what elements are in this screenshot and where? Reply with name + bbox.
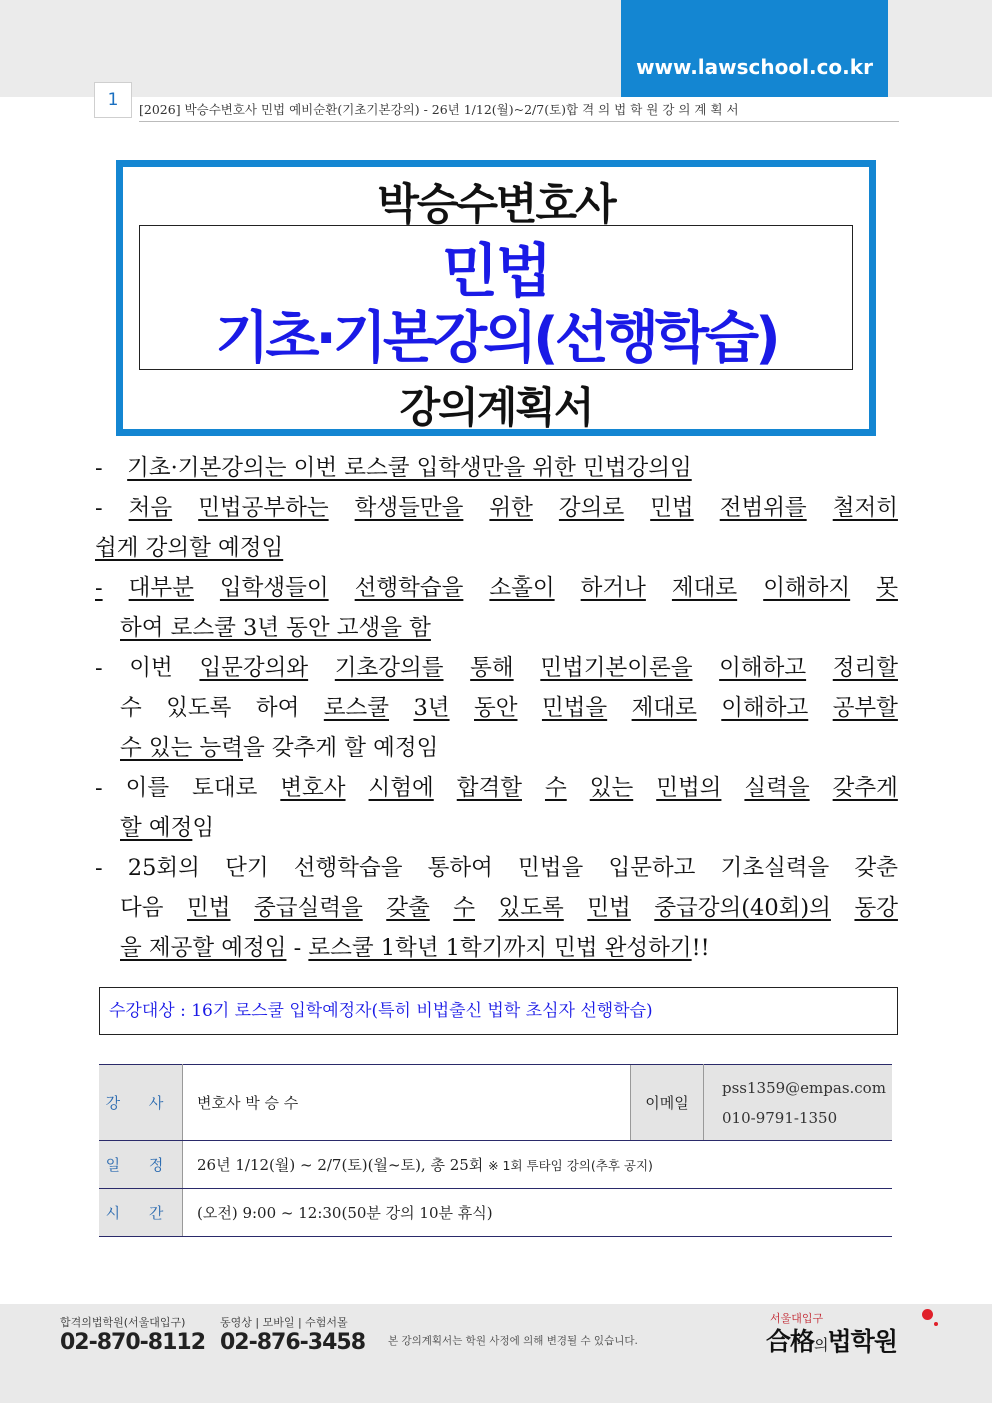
word: 민법의 — [656, 775, 722, 801]
word: 중급실력을 — [254, 895, 363, 921]
word: 갖추게 — [832, 775, 898, 801]
bullet-dash: - — [95, 775, 103, 801]
word: 단기 — [225, 855, 269, 881]
word: 시험에 — [368, 775, 434, 801]
logo-dot-icon — [922, 1309, 933, 1320]
time-label: 시 간 — [99, 1189, 183, 1237]
word: 중급강의(40회)의 — [654, 895, 831, 921]
word: 입학생들이 — [219, 575, 329, 601]
bullet-dash: - — [95, 575, 103, 601]
word: 입문강의와 — [199, 655, 309, 681]
word: 못 — [876, 575, 898, 601]
word: 수 — [544, 775, 567, 801]
word: 동강 — [854, 895, 898, 921]
word: 제대로 — [671, 575, 738, 601]
schedule-row — [99, 1141, 892, 1189]
email-label: 이메일 — [631, 1065, 704, 1141]
title-instructor: 박승수변호사 — [377, 180, 615, 230]
bullet-6-goal: 로스쿨 1학년 1학기까지 민법 완성하기 — [308, 935, 692, 961]
bullet-2-line-2 — [95, 528, 283, 568]
bullet-2-line-1 — [95, 488, 898, 528]
word: 민법 — [650, 495, 694, 521]
bullet-1-text: 기초·기본강의는 이번 로스쿨 입학생만을 위한 민법강의임 — [127, 455, 692, 481]
logo-name: 법학원 — [827, 1327, 897, 1356]
bullet-3-line-2 — [120, 608, 431, 648]
word: 민법 — [187, 895, 231, 921]
website-banner[interactable] — [621, 0, 888, 97]
bullet-4-tail: 을 갖추게 할 예정임 — [242, 735, 439, 761]
bullet-3-line-1 — [95, 568, 898, 608]
phone-value[interactable]: 010-9791-1350 — [722, 1108, 838, 1127]
time-row — [99, 1189, 892, 1237]
bullet-4-line-3 — [120, 728, 438, 768]
schedule-cell — [183, 1141, 893, 1189]
word: 처음 — [128, 495, 173, 521]
bullet-6-exclaim: !! — [691, 935, 710, 961]
word: 전범위를 — [719, 495, 807, 521]
bullet-5-underlined: 할 예정 — [120, 815, 193, 841]
logo-subtitle: 서울대입구 — [770, 1312, 824, 1325]
bullet-6-line-2 — [120, 888, 898, 928]
word: 철저히 — [832, 495, 898, 521]
word: 수 — [120, 695, 142, 721]
word: 다음 — [120, 895, 164, 921]
word: 강의로 — [558, 495, 625, 521]
word: 민법기본이론을 — [540, 655, 693, 681]
word: 민법을 — [541, 695, 608, 721]
word: 이해하지 — [763, 575, 851, 601]
word: 변호사 — [280, 775, 346, 801]
title-doc-type: 강의계획서 — [399, 383, 593, 432]
schedule-label: 일 정 — [99, 1141, 183, 1189]
footer-contact-2-label: 동영상 | 모바일 | 수험서몰 — [220, 1316, 348, 1329]
word: 소홀이 — [489, 575, 555, 601]
bullet-6-line-1 — [95, 848, 898, 888]
bullet-dash: - — [95, 655, 103, 681]
word: 선행학습을 — [354, 575, 464, 601]
word: 공부할 — [832, 695, 898, 721]
bullet-6-sep: - — [286, 935, 309, 961]
footer-contact-1 — [60, 1314, 205, 1355]
time-value: (오전) 9:00 ~ 12:30(50분 강의 10분 휴식) — [183, 1189, 893, 1237]
word: 제대로 — [631, 695, 697, 721]
word: 입문하고 — [608, 855, 696, 881]
title-course: 기초·기본강의(선행학습) — [215, 306, 777, 371]
title-inner-frame — [139, 225, 853, 370]
word: 기초실력을 — [720, 855, 830, 881]
email-value[interactable]: pss1359@empas.com — [722, 1078, 886, 1097]
word: 이를 — [125, 775, 170, 801]
schedule-value: 26년 1/12(월) ~ 2/7(토)(월~토), 총 25회 — [197, 1156, 484, 1174]
word: 있도록 — [166, 695, 232, 721]
bullet-5-line-2 — [120, 808, 214, 848]
logo-hanja: 合格 — [766, 1327, 815, 1356]
document-header: [2026] 박승수변호사 민법 예비순환(기초기본강의) - 26년 1/12(월)~2/7(토)합 격 의 법 학 원 강 의 계 획 서 — [139, 102, 739, 117]
bullet-5-tail: 임 — [192, 815, 215, 841]
word: 위한 — [489, 495, 533, 521]
header-divider — [139, 121, 899, 122]
word: 실력을 — [744, 775, 810, 801]
bullet-2 — [95, 488, 898, 528]
word: 수 — [453, 895, 476, 921]
bullet-1 — [95, 448, 692, 488]
word: 갖출 — [386, 895, 430, 921]
word: 3년 — [413, 695, 450, 721]
footer-contact-1-label: 합격의법학원(서울대입구) — [60, 1316, 186, 1329]
word: 하거나 — [580, 575, 646, 601]
instructor-row — [99, 1065, 892, 1141]
bullet-4-line-1 — [95, 648, 898, 688]
title-box — [116, 160, 876, 436]
academy-logo — [766, 1322, 897, 1358]
word: 동안 — [474, 695, 518, 721]
footer-notice: 본 강의계획서는 학원 사정에 의해 변경될 수 있습니다. — [388, 1335, 638, 1347]
bullet-4-line-2 — [120, 688, 898, 728]
bullet-5-line-1 — [95, 768, 898, 808]
word: 통해 — [470, 655, 514, 681]
bullet-3-cont: 하여 로스쿨 3년 동안 고생을 함 — [120, 615, 431, 641]
word: 민법을 — [518, 855, 584, 881]
word: 통하여 — [427, 855, 493, 881]
word: 25회의 — [127, 855, 200, 881]
bullet-6-line-2-words — [120, 888, 898, 928]
title-subject: 민법 — [441, 237, 551, 305]
word: 있도록 — [498, 895, 564, 921]
bullet-dash: - — [95, 855, 103, 881]
word: 대부분 — [128, 575, 194, 601]
bullet-3 — [95, 568, 898, 608]
footer-contact-1-phone[interactable]: 02-870-8112 — [60, 1330, 206, 1355]
footer-contact-2-phone[interactable]: 02-876-3458 — [220, 1330, 366, 1355]
bullet-dash: - — [95, 495, 103, 521]
bullet-2-cont: 쉽게 강의할 예정임 — [95, 535, 284, 561]
word: 이해하고 — [721, 695, 809, 721]
bullet-4 — [95, 648, 898, 688]
target-audience-box: 수강대상 : 16기 로스쿨 입학예정자(특히 비법출신 법학 초심자 선행학습) — [99, 987, 898, 1035]
word: 선행학습을 — [293, 855, 403, 881]
schedule-note: ※ 1회 투타임 강의(추후 공지) — [488, 1158, 653, 1173]
logo-particle: 의 — [814, 1336, 828, 1354]
word: 정리할 — [832, 655, 898, 681]
bullet-dash: - — [95, 455, 103, 481]
bullet-4-underlined: 수 있는 능력 — [120, 735, 243, 761]
bullet-5 — [95, 768, 898, 808]
logo-small-dot-icon — [934, 1322, 938, 1326]
word: 합격할 — [456, 775, 522, 801]
word: 로스쿨 — [323, 695, 390, 721]
word: 하여 — [255, 695, 300, 721]
word: 기초강의를 — [334, 655, 444, 681]
word: 토대로 — [192, 775, 258, 801]
word: 있는 — [589, 775, 634, 801]
footer-contact-2 — [220, 1314, 365, 1355]
word: 민법공부하는 — [198, 495, 329, 521]
website-url[interactable]: www.lawschool.co.kr — [636, 55, 873, 79]
word: 학생들만을 — [354, 495, 464, 521]
word: 민법 — [587, 895, 631, 921]
bullet-6-underlined: 을 제공할 예정임 — [120, 935, 287, 961]
instructor-label: 강 사 — [99, 1065, 183, 1141]
bullet-4-line-2-words — [120, 688, 898, 728]
word: 이번 — [129, 655, 173, 681]
word: 갖춘 — [854, 855, 898, 881]
page-number: 1 — [94, 82, 132, 118]
instructor-value: 변호사 박 승 수 — [183, 1065, 631, 1141]
bullet-6 — [95, 848, 898, 888]
contact-cell — [704, 1065, 893, 1141]
word: 이해하고 — [719, 655, 807, 681]
bullet-6-line-3 — [120, 928, 710, 968]
course-info-table — [99, 1064, 892, 1237]
